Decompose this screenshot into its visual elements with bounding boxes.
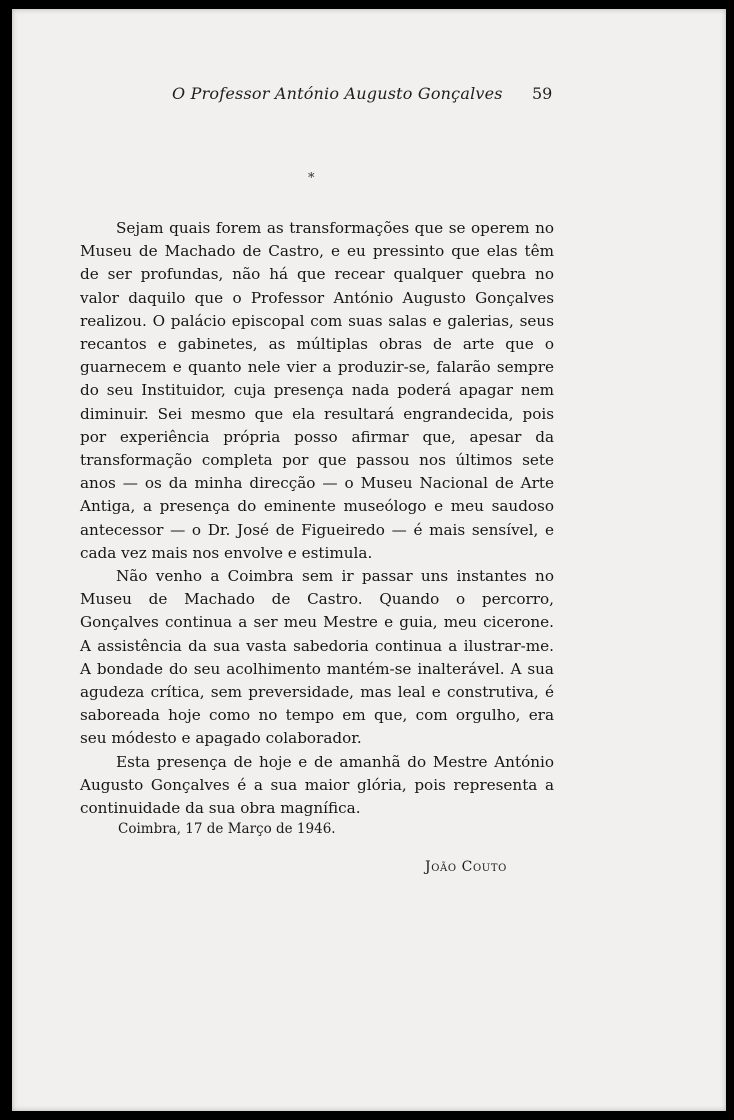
date-line: Coimbra, 17 de Março de 1946. xyxy=(118,821,336,837)
running-header xyxy=(12,84,726,108)
document-page xyxy=(12,9,726,1111)
body-text xyxy=(80,217,554,820)
paragraph-3: Esta presença de hoje e de amanhã do Mestre António Augusto Gonçalves é a sua maior glória, pois representa a continuidade da sua obra magnífica. xyxy=(80,752,554,818)
paragraph-2: Não venho a Coimbra sem ir passar uns instantes no Museu de Machado de Castro. Quando o percorro, Gonçalves continua a ser meu Mestre e guia, meu cicerone. A assistência da sua vasta sabedoria continua a ilustrar-me. A bondade do seu acolhimento mantém-se inalterável. A sua agudeza crítica, sem preversidade, mas leal e construtiva, é saboreada hoje como no tempo em que, com orgulho, era seu módesto e apagado colaborador. xyxy=(80,567,554,748)
page-number: 59 xyxy=(532,84,553,103)
section-separator: * xyxy=(308,171,315,186)
author-signature: João Couto xyxy=(425,859,507,875)
running-title: O Professor António Augusto Gonçalves xyxy=(172,84,503,103)
paragraph-1: Sejam quais forem as transformações que se operem no Museu de Machado de Castro, e eu pressinto que elas têm de ser profundas, não há que recear qualquer quebra no valor daquilo que o Professor António Augusto Gonçalves realizou. O palácio episcopal com suas salas e galerias, seus recantos e gabinetes, as múltiplas obras de arte que o guarnecem e quanto nele vier a produzir-se, falarão sempre do seu Instituidor, cuja presença nada poderá apagar nem diminuir. Sei mesmo que ela resultará engrandecida, pois por experiência própria posso afirmar que, apesar da transformação completa por que passou nos últimos sete anos — os da minha direcção — o Museu Nacional de Arte Antiga, a presença do eminente museólogo e meu saudoso antecessor — o Dr. José de Figueiredo — é mais sensível, e cada vez mais nos envolve e estimula. xyxy=(80,219,554,562)
